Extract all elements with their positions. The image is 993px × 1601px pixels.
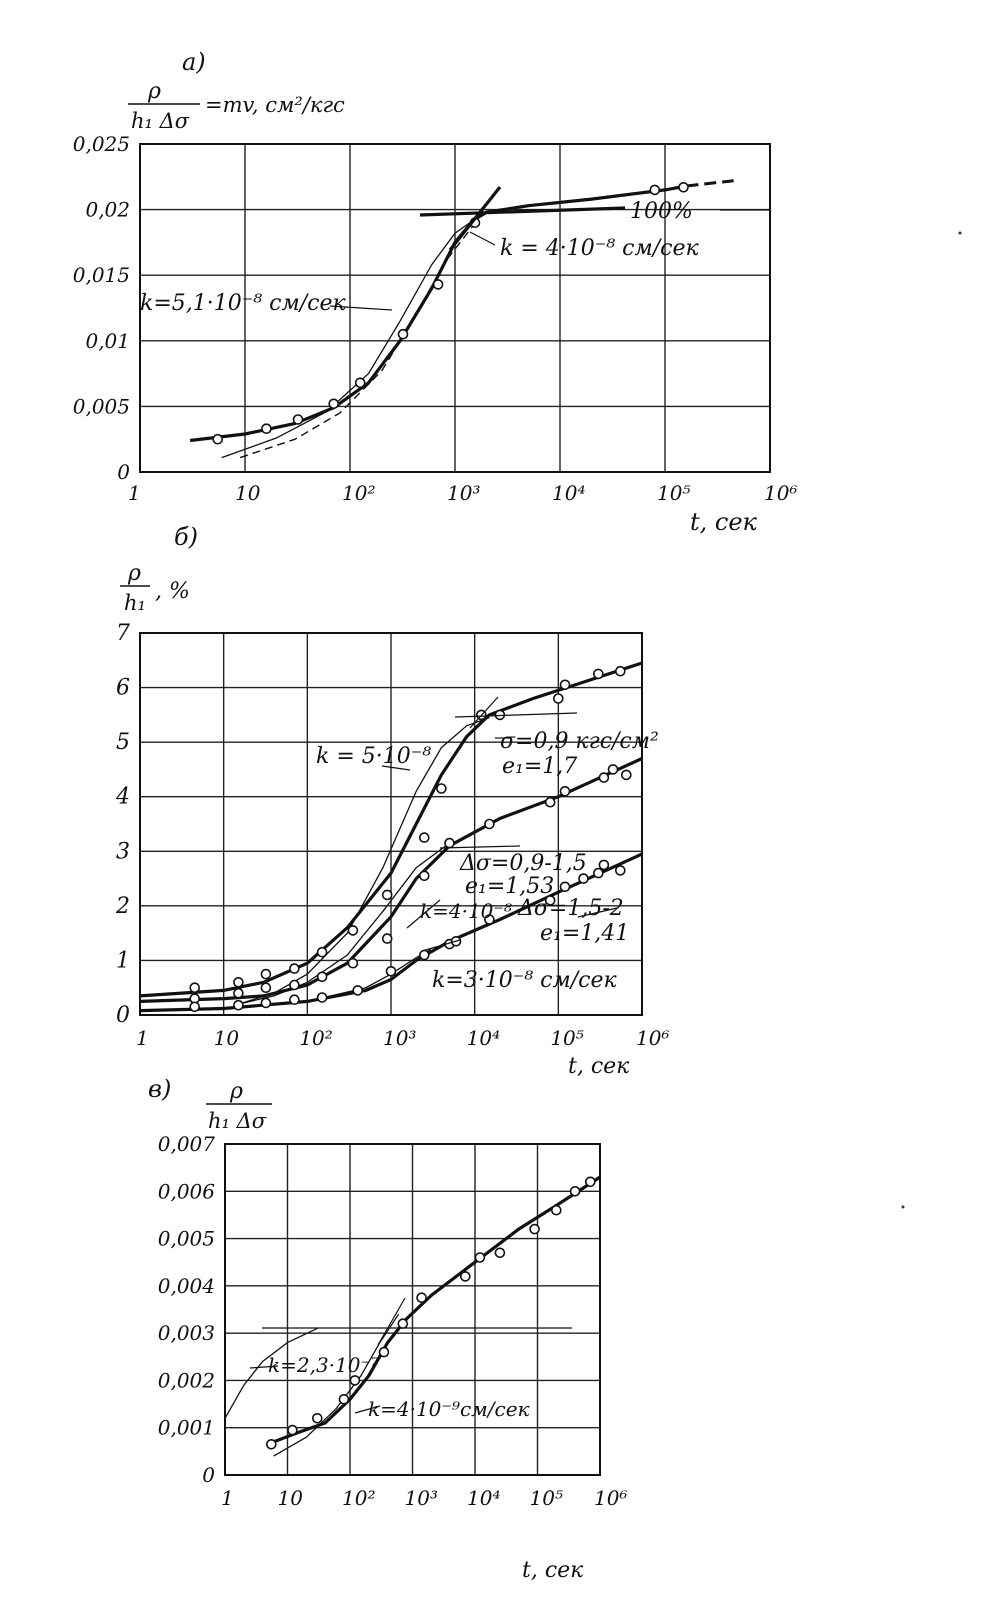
data-point xyxy=(267,1440,276,1449)
y-tick-label: 0,025 xyxy=(72,132,130,156)
data-point xyxy=(288,1426,297,1435)
y-tick-label: 7 xyxy=(116,621,130,646)
chart-b-title: б) xyxy=(174,523,199,551)
chart-a-ylabel-suffix: =mv, см²/кгс xyxy=(205,93,345,117)
data-point xyxy=(475,1253,484,1262)
y-tick-label: 0,005 xyxy=(72,394,130,419)
data-point xyxy=(616,866,625,875)
chart-b-ylabel-numerator: ρ xyxy=(128,561,141,586)
x-tick-label: 1 xyxy=(221,1486,234,1510)
data-point xyxy=(190,983,199,992)
chart-b-xlabel: t, сек xyxy=(568,1054,630,1079)
data-point xyxy=(313,1414,322,1423)
y-tick-label: 0 xyxy=(116,1003,130,1028)
data-point xyxy=(261,999,270,1008)
annotation-label: k = 4·10⁻⁸ см/сек xyxy=(500,236,699,261)
x-tick-label: 10⁵ xyxy=(657,481,691,505)
y-tick-label: 0,006 xyxy=(157,1179,215,1204)
data-point xyxy=(571,1187,580,1196)
x-tick-label: 10² xyxy=(342,481,376,505)
chart-c-xlabel: t, сек xyxy=(522,1558,584,1583)
legend-label: e₁=1,41 xyxy=(540,921,630,946)
data-point xyxy=(353,986,362,995)
data-point xyxy=(234,989,243,998)
y-tick-label: 0,001 xyxy=(157,1415,215,1440)
data-point xyxy=(262,424,271,433)
legend-label: e₁=1,7 xyxy=(502,754,578,779)
data-point xyxy=(485,820,494,829)
legend-label: Δσ=1,5-2 xyxy=(518,896,624,921)
y-tick-label: 0,02 xyxy=(85,197,130,222)
data-point xyxy=(461,1272,470,1281)
data-point xyxy=(398,1319,407,1328)
data-point xyxy=(348,959,357,968)
data-point xyxy=(417,1293,426,1302)
data-point xyxy=(399,330,408,339)
chart-b xyxy=(115,523,669,1079)
y-tick-label: 0,015 xyxy=(72,263,130,288)
y-tick-label: 0,003 xyxy=(157,1321,215,1346)
annotation-label: k=2,3·10⁻⁷ xyxy=(268,1353,380,1377)
data-point xyxy=(387,967,396,976)
chart-a-title: а) xyxy=(182,48,206,76)
annotation-label: k=4·10⁻⁹см/сек xyxy=(368,1397,530,1421)
chart-a-xlabel: t, сек xyxy=(690,508,757,536)
data-point xyxy=(261,970,270,979)
data-point xyxy=(290,995,299,1004)
chart-a-ylabel-denominator: h₁ Δσ xyxy=(131,109,190,133)
x-tick-label: 10⁵ xyxy=(550,1026,584,1050)
data-point xyxy=(622,770,631,779)
annotation-label: 100% xyxy=(630,199,693,224)
data-point xyxy=(437,784,446,793)
data-point xyxy=(190,1002,199,1011)
data-point xyxy=(445,839,454,848)
chart-b-plot xyxy=(115,621,669,1050)
scan-dot xyxy=(902,1206,905,1209)
data-point xyxy=(599,773,608,782)
chart-c-plot xyxy=(158,1132,628,1510)
data-point xyxy=(546,798,555,807)
x-tick-label: 1 xyxy=(128,481,141,505)
data-point xyxy=(434,280,443,289)
data-point xyxy=(380,1348,389,1357)
data-point xyxy=(348,926,357,935)
y-tick-label: 2 xyxy=(116,893,130,919)
legend-label: e₁=1,53 xyxy=(465,874,555,899)
series-curve-3 xyxy=(222,220,474,458)
y-tick-label: 0 xyxy=(202,1463,215,1487)
x-tick-label: 10⁶ xyxy=(636,1026,670,1050)
y-tick-label: 0,005 xyxy=(157,1226,215,1251)
data-point xyxy=(350,1376,359,1385)
data-point xyxy=(383,934,392,943)
chart-b-ylabel-denominator: h₁ xyxy=(124,591,146,615)
annotation-label: k = 5·10⁻⁸ xyxy=(316,744,432,769)
data-point xyxy=(586,1177,595,1186)
x-tick-label: 10 xyxy=(277,1486,303,1510)
data-point xyxy=(616,667,625,676)
y-tick-label: 6 xyxy=(116,675,130,701)
data-point xyxy=(530,1225,539,1234)
y-tick-label: 0,002 xyxy=(157,1368,215,1393)
data-point xyxy=(329,399,338,408)
data-point xyxy=(339,1395,348,1404)
construction-line xyxy=(450,187,500,250)
series-curve-2 xyxy=(686,181,733,186)
data-point xyxy=(318,993,327,1002)
y-tick-label: 4 xyxy=(116,784,130,810)
y-tick-label: 5 xyxy=(116,730,130,756)
x-tick-label: 10² xyxy=(299,1026,333,1050)
annotation-label: k=3·10⁻⁸ см/сек xyxy=(432,968,617,993)
chart-b-ylabel-suffix: , % xyxy=(155,579,190,604)
data-point xyxy=(554,694,563,703)
y-tick-label: 3 xyxy=(116,839,130,865)
data-point xyxy=(356,378,365,387)
data-point xyxy=(383,890,392,899)
chart-a-plot xyxy=(73,132,798,505)
annotation-label: k=5,1·10⁻⁸ см/сек xyxy=(140,291,346,316)
chart-c-ylabel-numerator: ρ xyxy=(230,1079,243,1104)
data-point xyxy=(290,964,299,973)
x-tick-label: 10 xyxy=(213,1026,240,1050)
data-point xyxy=(420,833,429,842)
construction-line xyxy=(470,232,495,245)
y-tick-label: 1 xyxy=(116,948,130,974)
data-point xyxy=(594,869,603,878)
legend-label: Δσ=0,9-1,5 xyxy=(460,851,587,876)
scan-dot xyxy=(959,232,962,235)
data-point xyxy=(318,948,327,957)
x-tick-label: 10⁶ xyxy=(594,1486,628,1510)
x-tick-label: 10⁶ xyxy=(764,481,798,505)
x-tick-label: 10³ xyxy=(404,1486,438,1510)
data-point xyxy=(495,1248,504,1257)
chart-c-title: в) xyxy=(148,1075,172,1103)
data-point xyxy=(552,1206,561,1215)
y-tick-label: 0,004 xyxy=(157,1273,215,1298)
data-point xyxy=(318,972,327,981)
data-point xyxy=(594,669,603,678)
chart-a-ylabel-numerator: ρ xyxy=(148,79,161,104)
data-point xyxy=(234,1001,243,1010)
data-point xyxy=(294,415,303,424)
data-point xyxy=(420,951,429,960)
x-tick-label: 10 xyxy=(235,481,261,505)
annotation-label: k=4·10⁻⁸ xyxy=(420,899,512,923)
x-tick-label: 10² xyxy=(342,1486,376,1510)
data-point xyxy=(290,981,299,990)
data-point xyxy=(420,871,429,880)
data-point xyxy=(561,680,570,689)
y-tick-label: 0,007 xyxy=(157,1132,215,1156)
data-point xyxy=(599,860,608,869)
data-point xyxy=(679,183,688,192)
data-point xyxy=(561,882,570,891)
data-point xyxy=(650,185,659,194)
x-tick-label: 1 xyxy=(136,1026,149,1050)
chart-a xyxy=(73,48,798,536)
chart-c-ylabel-denominator: h₁ Δσ xyxy=(208,1109,267,1133)
legend-label: σ=0,9 кгс/см² xyxy=(500,729,659,754)
chart-c xyxy=(148,1075,627,1583)
x-tick-label: 10⁵ xyxy=(529,1486,563,1510)
data-point xyxy=(234,978,243,987)
x-tick-label: 10⁴ xyxy=(466,1026,501,1050)
data-point xyxy=(213,435,222,444)
x-tick-label: 10³ xyxy=(383,1026,417,1050)
data-point xyxy=(609,765,618,774)
x-tick-label: 10⁴ xyxy=(552,481,586,505)
data-point xyxy=(261,983,270,992)
y-tick-label: 0 xyxy=(117,460,130,484)
x-tick-label: 10³ xyxy=(447,481,481,505)
x-tick-label: 10⁴ xyxy=(467,1486,501,1510)
y-tick-label: 0,01 xyxy=(85,328,130,353)
data-point xyxy=(561,787,570,796)
